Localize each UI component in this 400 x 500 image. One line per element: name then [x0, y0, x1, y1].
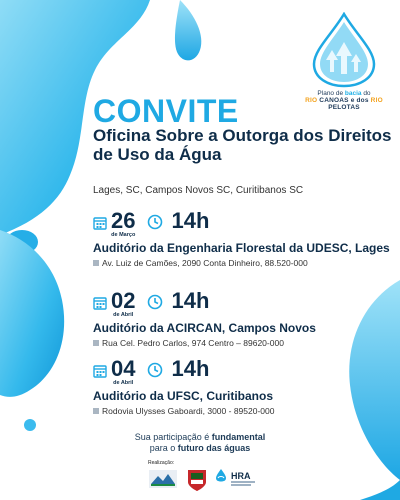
event-1 [93, 210, 393, 268]
event-day: 02 [111, 288, 136, 313]
calendar-icon [93, 216, 107, 230]
hra-logo-icon [214, 468, 228, 482]
event-address [93, 338, 393, 348]
event-month: de Abril [113, 312, 134, 318]
clock-icon [147, 362, 163, 378]
hra-logo-subtitle-line [231, 481, 255, 483]
water-drop-logo-icon [308, 12, 380, 88]
location-pin-icon [93, 408, 99, 414]
hra-logo-text: HRA [231, 471, 251, 481]
event-address [93, 406, 393, 416]
partner-logo-1 [148, 468, 178, 490]
drop-top-center [175, 0, 201, 60]
event-address-text: Rodovia Ulysses Gaboardi, 3000 - 89520-000 [102, 406, 275, 416]
calendar-icon [93, 364, 107, 378]
drop-left-lower [0, 230, 64, 397]
page-title: CONVITE [93, 93, 239, 129]
partner-logo-2 [186, 468, 208, 492]
logo-caption-line2: RIO CANOAS e dos RIO PELOTAS [305, 97, 383, 111]
event-address-text: Rua Cel. Pedro Carlos, 974 Centro – 89620-000 [102, 338, 284, 348]
logo-caption-line1: Plano de bacia do [317, 90, 371, 97]
event-month: de Abril [113, 380, 134, 386]
location-pin-icon [93, 260, 99, 266]
event-3 [93, 358, 393, 416]
event-day: 04 [111, 356, 136, 381]
workshop-subtitle: Oficina Sobre a Outorga dos Direitos de Uso da Água [93, 126, 392, 164]
event-hour: 14h [171, 288, 210, 313]
participation-message: Sua participação é fundamental para o futuro das águas [134, 432, 266, 453]
calendar-icon [93, 296, 107, 310]
droplet-bottom-left [24, 419, 36, 431]
event-venue: Auditório da ACIRCAN, Campos Novos [93, 321, 316, 335]
event-address-text: Av. Luiz de Camões, 2090 Conta Dinheiro, 88.520-000 [102, 258, 308, 268]
event-hour: 14h [171, 208, 210, 233]
locations-text: Lages, SC, Campos Novos SC, Curitibanos SC [93, 185, 304, 196]
realizacao-label: Realização: [148, 460, 175, 466]
event-day: 26 [111, 208, 136, 233]
event-hour: 14h [171, 356, 210, 381]
event-address [93, 258, 393, 268]
plan-logo [292, 12, 396, 112]
hra-logo-subtitle-line [231, 484, 251, 486]
event-venue: Auditório da UFSC, Curitibanos [93, 389, 273, 403]
event-venue: Auditório da Engenharia Florestal da UDESC, Lages [93, 241, 390, 255]
splash-right-tail [360, 480, 400, 500]
clock-icon [147, 214, 163, 230]
clock-icon [147, 294, 163, 310]
event-month: de Março [111, 232, 136, 238]
event-2 [93, 290, 393, 348]
location-pin-icon [93, 340, 99, 346]
